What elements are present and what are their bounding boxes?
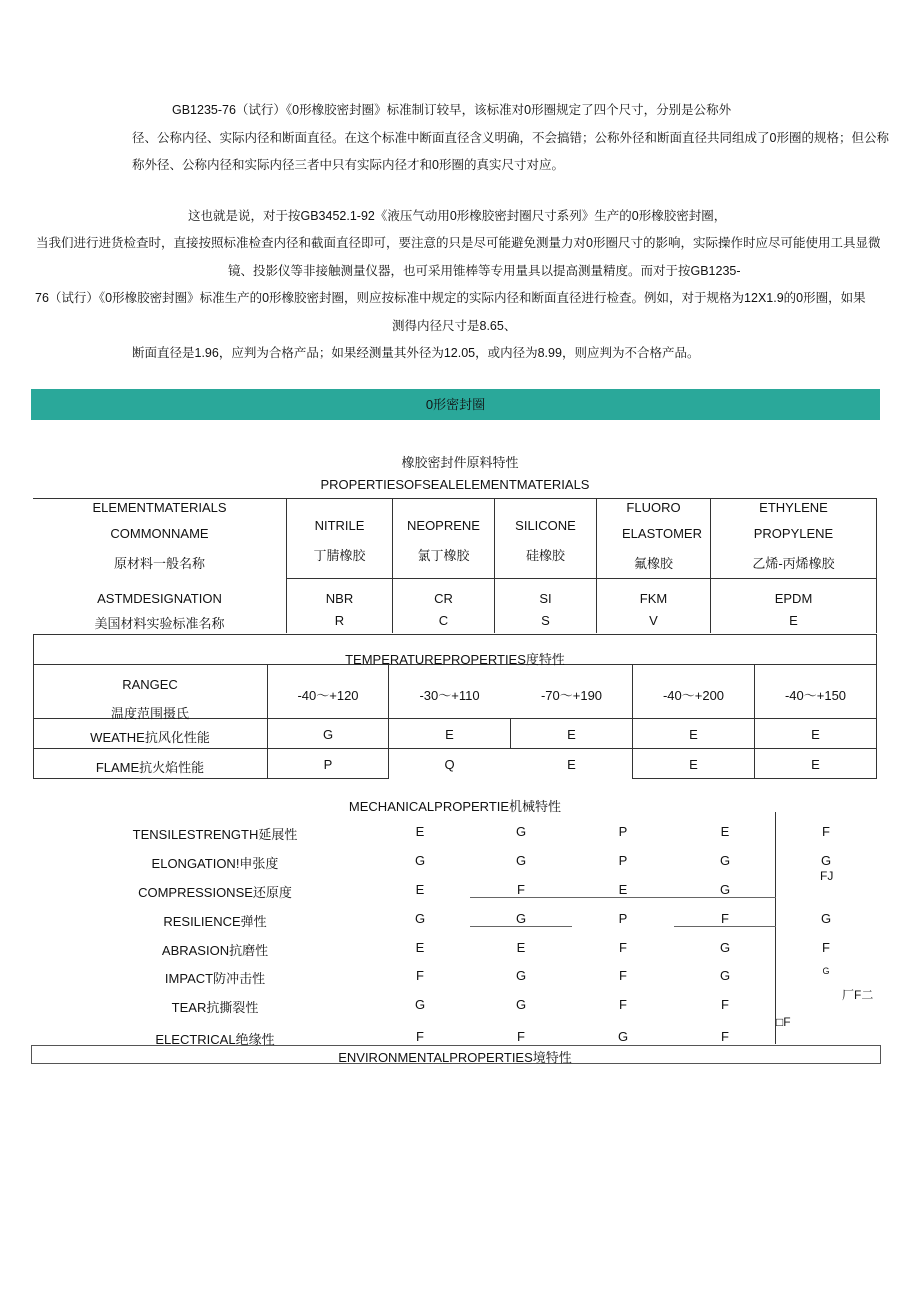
flame-value-epdm: E (811, 757, 820, 772)
section-banner: 0形密封圈 (31, 389, 880, 420)
mech-row-label: TEAR抗撕裂性 (171, 1000, 259, 1015)
mech-row-value: G (414, 911, 426, 926)
table-title-cn: 橡胶密封件原料特性 (401, 455, 519, 470)
mech-extra-fj: FJ (820, 869, 834, 883)
weather-value-si: E (567, 727, 576, 742)
mech-row-value: E (720, 824, 730, 839)
material-neoprene-en: NEOPRENE (407, 518, 480, 533)
astm-letter-nbr: R (334, 613, 345, 628)
range-value-nbr: -40～+120 (297, 688, 359, 703)
intro-p2-line2: 当我们进行进货检查时，直接按照标准检查内径和截面直径即可，要注意的只是尽可能避免测量力对0形圈尺寸的影响，实际操作时应尽可能使用工具显微 (36, 236, 881, 250)
mech-row-value: P (618, 824, 628, 839)
astm-letter-epdm: E (789, 613, 798, 628)
mechanical-section-title: MECHANICALPROPERTIE机械特性 (348, 799, 562, 814)
mech-row-value: G (617, 1029, 629, 1044)
mech-row-value: G (820, 911, 832, 926)
material-nitrile-en: NITRILE (314, 518, 365, 533)
mech-row-value: F (517, 1029, 525, 1044)
mech-row-value: P (618, 853, 628, 868)
mech-row-value: G (822, 966, 830, 976)
weather-value-nbr: G (322, 727, 334, 742)
mech-row-value: F (416, 1029, 424, 1044)
mech-row-value: G (820, 853, 832, 868)
mech-row-value: P (618, 911, 628, 926)
astm-code-nbr: NBR (325, 591, 354, 606)
flame-label: FLAME抗火焰性能 (95, 760, 205, 775)
mech-row-label: ELECTRICAL绝缘性 (155, 1032, 275, 1047)
astm-label-cn: 美国材料实验标准名称 (94, 616, 225, 631)
mech-row-value: G (515, 968, 527, 983)
intro-p2-line6: 断面直径是1.96，应判为合格产品；如果经测量其外径为12.05，或内径为8.99，则应判为不合格产品。 (132, 346, 700, 360)
mech-row-value: F (619, 968, 627, 983)
range-value-epdm: -40～+150 (784, 688, 847, 703)
material-nitrile-cn: 丁腈橡胶 (313, 548, 366, 563)
range-label-en: RANGEC (122, 677, 178, 692)
mech-row-value: E (415, 940, 425, 955)
mech-row-label: IMPACT防冲击性 (164, 971, 266, 986)
range-value-fkm: -40～+200 (662, 688, 725, 703)
flame-value-cr: Q (444, 757, 455, 772)
mech-row-value: G (719, 968, 731, 983)
astm-letter-fkm: V (649, 613, 658, 628)
astm-letter-si: S (541, 613, 550, 628)
intro-p2-line4: 76（试行）《0形橡胶密封圈》标准生产的0形橡胶密封圈，则应按标准中规定的实际内径和断面直径进行检查。例如，对于规格为12X1.9的0形圈，如果 (35, 291, 866, 305)
intro-p2-line5: 测得内径尺寸是8.65、 (392, 319, 517, 333)
astm-code-fkm: FKM (639, 591, 668, 606)
mech-row-value: G (719, 940, 731, 955)
environmental-section-title: ENVIRONMENTALPROPERTIES境特性 (338, 1050, 572, 1065)
weather-label: WEATHE抗风化性能 (90, 730, 210, 745)
weather-value-cr: E (445, 727, 454, 742)
intro-p1-line3: 称外径、公称内径和实际内径三者中只有实际内径才和0形圈的真实尺寸对应。 (132, 158, 564, 172)
astm-code-cr: CR (434, 591, 453, 606)
flame-value-fkm: E (689, 757, 698, 772)
mech-row-value: G (515, 911, 527, 926)
header-label-line2: COMMONNAME (110, 526, 209, 541)
mech-row-value: G (515, 997, 527, 1012)
intro-p1-line2: 径、公称内径、实际内径和断面直径。在这个标准中断面直径含义明确，不会搞错；公称外径和断面直径共同组成了0形圈的规格；但公称 (132, 131, 889, 145)
mech-extra-bf: □F (776, 1015, 791, 1029)
material-silicone-en: SILICONE (515, 518, 576, 533)
mech-row-value: G (515, 824, 527, 839)
material-epdm-l2: PROPYLENE (753, 526, 834, 541)
mech-row-value: E (618, 882, 628, 897)
mech-extra-ff: 厂F二 (842, 988, 874, 1002)
table-title-en: PROPERTIESOFSEALELEMENTMATERIALS (320, 477, 590, 492)
material-neoprene-cn: 氯丁橡胶 (417, 548, 470, 563)
header-label-line1: ELEMENTMATERIALS (92, 500, 227, 515)
mech-row-value: G (414, 853, 426, 868)
mech-row-value: G (414, 997, 426, 1012)
mech-row-label: TENSILESTRENGTH延展性 (132, 827, 298, 842)
mech-row-value: E (415, 882, 425, 897)
mech-row-value: F (619, 940, 627, 955)
astm-code-si: SI (539, 591, 552, 606)
mech-row-value: F (822, 824, 830, 839)
material-fluoro-l1: FLUORO (626, 500, 681, 515)
astm-label-en: ASTMDESIGNATION (97, 591, 222, 606)
intro-p1-line1: GB1235-76（试行）《0形橡胶密封圈》标准制订较早，该标准对0形圈规定了四个尺寸，分别是公称外 (172, 103, 732, 117)
temperature-section-title: TEMPERATUREPROPERTIES度特性 (345, 652, 565, 667)
weather-value-epdm: E (811, 727, 820, 742)
mech-row-label: ABRASION抗磨性 (161, 943, 269, 958)
range-value-cr: -30～+110 (419, 688, 480, 703)
mech-row-value: F (517, 882, 525, 897)
mech-row-value: E (415, 824, 425, 839)
mech-row-value: F (416, 968, 424, 983)
flame-value-nbr: P (323, 757, 333, 772)
range-label-cn: 温度范围摄氏 (110, 706, 189, 721)
mech-row-value: G (719, 882, 731, 897)
material-silicone-cn: 硅橡胶 (525, 548, 565, 563)
mech-row-value: F (822, 940, 830, 955)
material-epdm-cn: 乙烯-丙烯橡胶 (752, 556, 835, 571)
astm-code-epdm: EPDM (774, 591, 813, 606)
flame-value-si: E (567, 757, 576, 772)
material-fluoro-cn: 氟橡胶 (633, 556, 673, 571)
intro-p2-line1: 这也就是说，对于按GB3452.1-92《液压气动用0形橡胶密封圈尺寸系列》生产的0形橡胶密封圈， (188, 209, 727, 223)
header-label-line3: 原材料一般名称 (113, 556, 205, 571)
mech-row-value: G (719, 853, 731, 868)
mech-row-label: ELONGATION!申张度 (151, 856, 279, 871)
mech-row-label: COMPRESSIONSE还原度 (138, 885, 292, 900)
material-epdm-l1: ETHYLENE (759, 500, 828, 515)
mech-row-value: E (516, 940, 526, 955)
mech-row-value: F (721, 1029, 729, 1044)
range-value-si: -70～+190 (540, 688, 603, 703)
astm-letter-cr: C (438, 613, 449, 628)
weather-value-fkm: E (689, 727, 698, 742)
mech-row-value: F (721, 997, 729, 1012)
mech-row-label: RESILIENCE弹性 (163, 914, 267, 929)
intro-p2-line3: 镜、投影仪等非接触测量仪器，也可采用锥棒等专用量具以提高测量精度。而对于按GB1235- (228, 264, 741, 278)
material-fluoro-l2: ELASTOMER (622, 526, 702, 541)
mech-row-value: G (515, 853, 527, 868)
mech-row-value: F (619, 997, 627, 1012)
mech-row-value: F (721, 911, 729, 926)
